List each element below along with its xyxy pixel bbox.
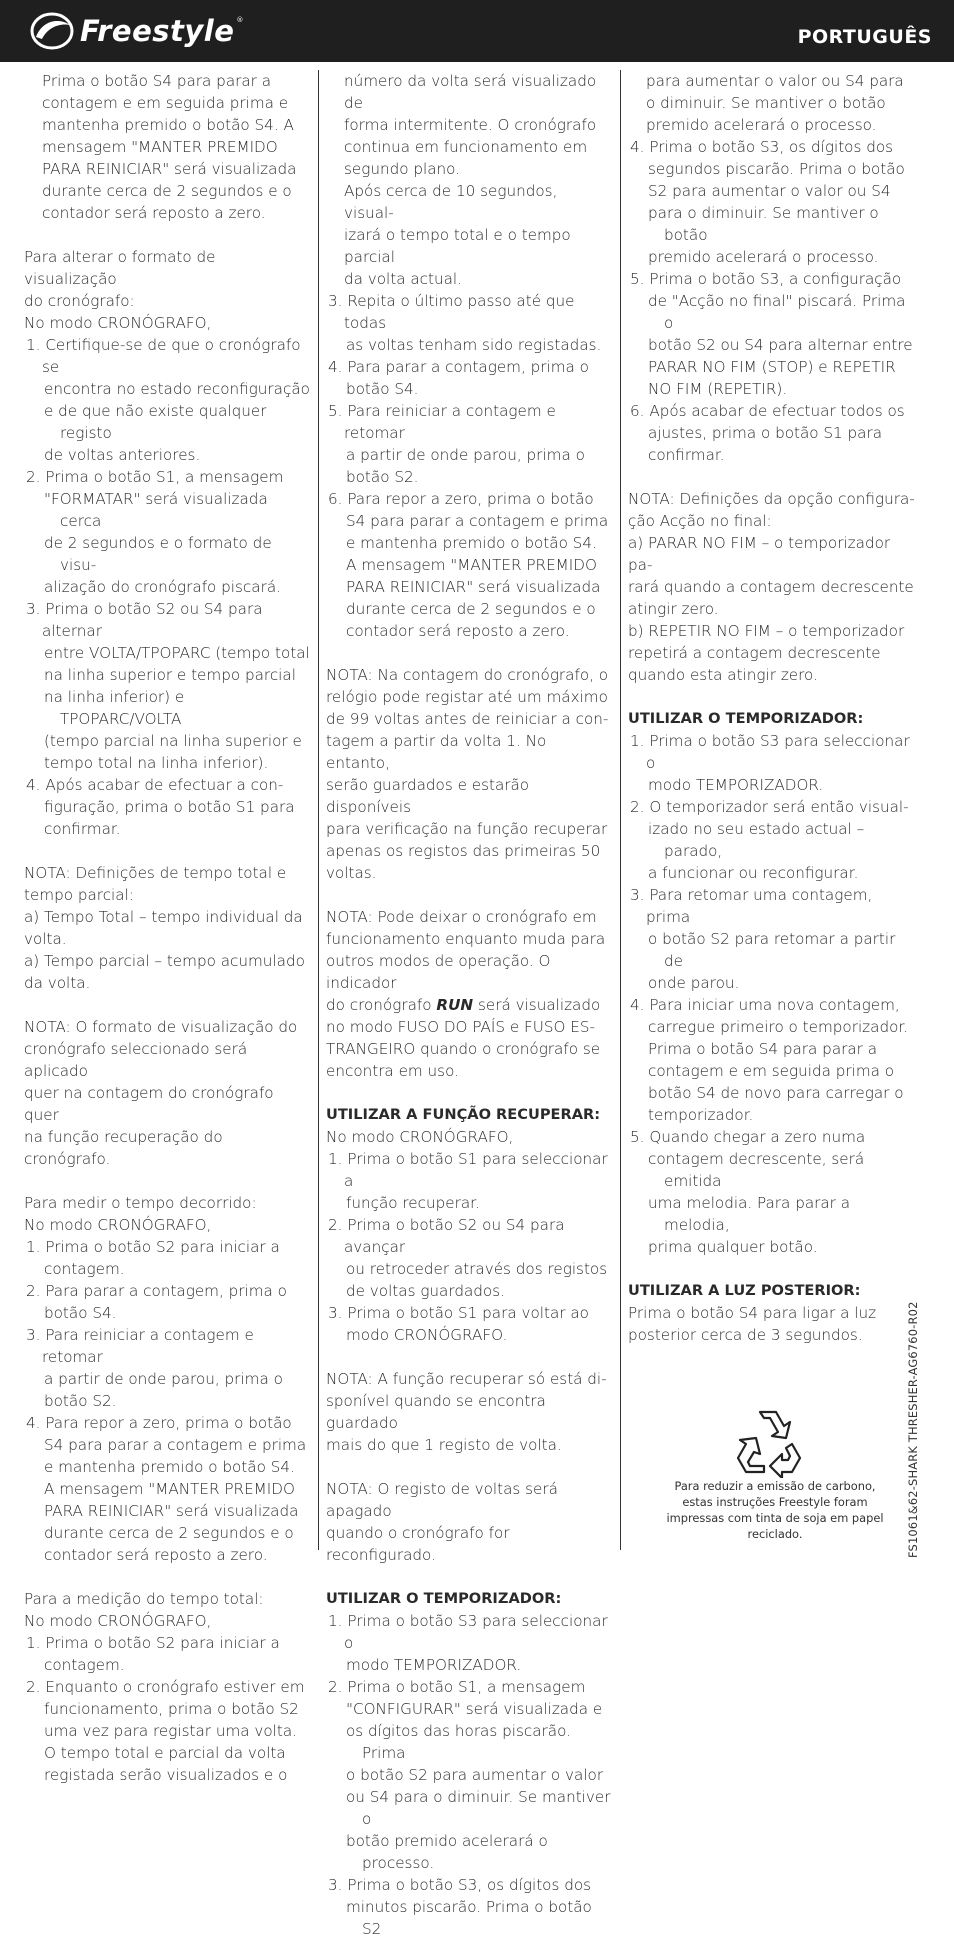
list-item: 4. Prima o botão S3, os dígitos dos segundos piscarão. Prima o botão S2 para aumentar o valor ou S4 para o diminuir. Se mantiver o botão premido acelerará o processo. bbox=[630, 138, 905, 266]
brand-name: Freestyle bbox=[80, 14, 235, 48]
column-1 bbox=[24, 70, 310, 1784]
column-2 bbox=[326, 70, 611, 1938]
run-indicator: RUN bbox=[436, 996, 474, 1014]
elapsed-intro: Para medir o tempo decorrido: No modo CRONÓGRAFO, bbox=[24, 1194, 257, 1234]
paragraph: Prima o botão S4 para ligar a luz posterior cerca de 3 segundos. bbox=[628, 1304, 877, 1344]
paragraph: Prima o botão S4 para parar a contagem e em seguida prima e mantenha premido o botão S4. A mensagem "MANTER PREMIDO PARA REINICIAR" será visualizada durante cerca de 2 segundos e o contador será reposto a zero. bbox=[42, 72, 297, 222]
section-heading: UTILIZAR A FUNÇÃO RECUPERAR: bbox=[326, 1106, 601, 1123]
format-intro: Para alterar o formato de visualização do cronógrafo: No modo CRONÓGRAFO, bbox=[24, 248, 216, 332]
total-intro: Para a medição do tempo total: No modo CRONÓGRAFO, bbox=[24, 1590, 264, 1630]
list-item: 2. Prima o botão S2 ou S4 para avançar ou retroceder através dos registos de voltas guardados. bbox=[328, 1216, 608, 1300]
list-item: 5. Para reiniciar a contagem e retomar a partir de onde parou, prima o botão S2. bbox=[328, 402, 585, 486]
list-item: 2. Prima o botão S1, a mensagem "FORMATAR" será visualizada cerca de 2 segundos e o formato de visu- alização do cronógrafo piscará. bbox=[26, 468, 284, 596]
note: NOTA: O registo de voltas será apagado quando o cronógrafo for reconfigurado. bbox=[326, 1480, 558, 1564]
list-item: 2. Para parar a contagem, prima o botão S4. bbox=[26, 1282, 287, 1322]
eco-note: Para reduzir a emissão de carbono, estas instruções Freestyle foram impressas com tinta de soja em papel reciclado. bbox=[666, 1479, 884, 1541]
column-3 bbox=[628, 70, 916, 1553]
language-label: PORTUGUÊS bbox=[797, 26, 932, 48]
note: NOTA: Pode deixar o cronógrafo em funcionamento enquanto muda para outros modos de operação. O indicador do cronógrafo RUN será visualizado no modo FUSO DO PAÍS e FUSO ES- TRANGEIRO quando o cronógrafo se encontra em uso. bbox=[326, 908, 606, 1080]
format-steps bbox=[24, 334, 310, 840]
section-heading: UTILIZAR O TEMPORIZADOR: bbox=[628, 710, 864, 727]
list-item: 5. Prima o botão S3, a configuração de "Acção no final" piscará. Prima o botão S2 ou S4 para alternar entre PARAR NO FIM (STOP) e REPETIR NO FIM (REPETIR). bbox=[630, 270, 913, 398]
section-heading: UTILIZAR O TEMPORIZADOR: bbox=[326, 1590, 562, 1607]
note: NOTA: O formato de visualização do cronógrafo seleccionado será aplicado quer na contagem do cronógrafo quer na função recuperação do cronógrafo. bbox=[24, 1018, 298, 1168]
registered-mark: ® bbox=[236, 16, 244, 24]
elapsed-steps bbox=[24, 1236, 310, 1566]
recycle-icon bbox=[730, 1402, 806, 1478]
note: NOTA: Definições de tempo total e tempo parcial: a) Tempo Total – tempo individual da volta. a) Tempo parcial – tempo acumulado da volta. bbox=[24, 864, 305, 992]
paragraph: para aumentar o valor ou S4 para o diminuir. Se mantiver o botão premido acelerará o processo. bbox=[646, 72, 904, 134]
note: NOTA: Na contagem do cronógrafo, o relógio pode registar até um máximo de 99 voltas antes de reiniciar a con- tagem a partir da volta 1. No entanto, serão guardados e estarão disponíveis para verificação na função recuperar apenas os registos das primeiras 50 voltas. bbox=[326, 666, 609, 882]
paragraph: número da volta será visualizado de forma intermitente. O cronógrafo continua em funcionamento em segundo plano. Após cerca de 10 segundos, visual- izará o tempo total e o tempo parcial da volta actual. bbox=[344, 72, 597, 288]
document-code: FS1061&62-SHARK THRESHER-AG6760-R02 bbox=[906, 1301, 920, 1558]
list-item: 6. Após acabar de efectuar todos os ajustes, prima o botão S1 para confirmar. bbox=[630, 402, 905, 464]
list-item: 1. Prima o botão S2 para iniciar a contagem. bbox=[26, 1238, 280, 1278]
note: NOTA: A função recuperar só está di- sponível quando se encontra guardado mais do que 1 registo de volta. bbox=[326, 1370, 607, 1454]
section-heading: UTILIZAR A LUZ POSTERIOR: bbox=[628, 1282, 861, 1299]
list-item: 1. Prima o botão S3 para seleccionar o modo TEMPORIZADOR. bbox=[328, 1612, 608, 1674]
column-divider bbox=[318, 70, 319, 1550]
list-item: 1. Prima o botão S2 para iniciar a contagem. bbox=[26, 1634, 280, 1674]
list-item: 1. Prima o botão S3 para seleccionar o modo TEMPORIZADOR. bbox=[630, 732, 910, 794]
wave-logo-icon bbox=[30, 11, 74, 51]
list-item: 3. Repita o último passo até que todas as voltas tenham sido registadas. bbox=[328, 292, 602, 354]
list-item: 2. O temporizador será então visual- izado no seu estado actual – parado, a funcionar ou reconfigurar. bbox=[630, 798, 909, 882]
list-item: 3. Prima o botão S3, os dígitos dos minutos piscarão. Prima o botão S2 bbox=[328, 1876, 592, 1938]
list-item: 3. Prima o botão S2 ou S4 para alternar entre VOLTA/TPOPARC (tempo total na linha superior e tempo parcial na linha inferior) e TPOPARC/VOLTA (tempo parcial na linha superior e tempo total na linha inferior). bbox=[26, 600, 310, 772]
timer-steps bbox=[326, 1610, 611, 1940]
list-item: 3. Para reiniciar a contagem e retomar a partir de onde parou, prima o botão S2. bbox=[26, 1326, 283, 1410]
list-item: 2. Prima o botão S1, a mensagem "CONFIGURAR" será visualizada e os dígitos das horas piscarão. Prima o botão S2 para aumentar o valor ou S4 para o diminuir. Se mantiver o botão premido acelerará o processo. bbox=[328, 1678, 611, 1872]
recall-steps bbox=[326, 1148, 611, 1346]
recall-intro: No modo CRONÓGRAFO, bbox=[326, 1128, 514, 1146]
list-item: 3. Para retomar uma contagem, prima o botão S2 para retomar a partir de onde parou. bbox=[630, 886, 896, 992]
brand-logo bbox=[30, 6, 243, 56]
list-item: 4. Para parar a contagem, prima o botão S4. bbox=[328, 358, 589, 398]
list-item: 3. Prima o botão S1 para voltar ao modo CRONÓGRAFO. bbox=[328, 1304, 589, 1344]
total-steps bbox=[24, 1632, 310, 1786]
header-bar bbox=[0, 0, 954, 62]
steps bbox=[628, 136, 916, 466]
list-item: 1. Certifique-se de que o cronógrafo se encontra no estado reconfiguração e de que não existe qualquer registo de voltas anteriores. bbox=[26, 336, 310, 464]
list-item: 2. Enquanto o cronógrafo estiver em funcionamento, prima o botão S2 uma vez para registar uma volta. O tempo total e parcial da volta registada serão visualizados e o bbox=[26, 1678, 305, 1784]
list-item: 1. Prima o botão S1 para seleccionar a função recuperar. bbox=[328, 1150, 608, 1212]
list-item: 4. Após acabar de efectuar a con- figuração, prima o botão S1 para confirmar. bbox=[26, 776, 295, 838]
steps bbox=[326, 290, 611, 642]
note: NOTA: Definições da opção configura- ção Acção no final: a) PARAR NO FIM – o temporizador pa- rará quando a contagem decrescente atingir zero. b) REPETIR NO FIM – o temporizador repetirá a contagem decrescente quando esta atingir zero. bbox=[628, 490, 915, 684]
column-divider bbox=[620, 70, 621, 1550]
list-item: 4. Para repor a zero, prima o botão S4 para parar a contagem e prima e mantenha premido o botão S4. A mensagem "MANTER PREMIDO PARA REINICIAR" será visualizada durante cerca de 2 segundos e o contador será reposto a zero. bbox=[26, 1414, 307, 1564]
list-item: 4. Para iniciar uma nova contagem, carregue primeiro o temporizador. Prima o botão S4 para parar a contagem e em seguida prima o botão S4 de novo para carregar o temporizador. bbox=[630, 996, 909, 1124]
list-item: 6. Para repor a zero, prima o botão S4 para parar a contagem e prima e mantenha premido o botão S4. A mensagem "MANTER PREMIDO PARA REINICIAR" será visualizada durante cerca de 2 segundos e o contador será reposto a zero. bbox=[328, 490, 609, 640]
list-item: 5. Quando chegar a zero numa contagem decrescente, será emitida uma melodia. Para parar a melodia, prima qualquer botão. bbox=[630, 1128, 866, 1256]
timer-steps bbox=[628, 730, 916, 1258]
